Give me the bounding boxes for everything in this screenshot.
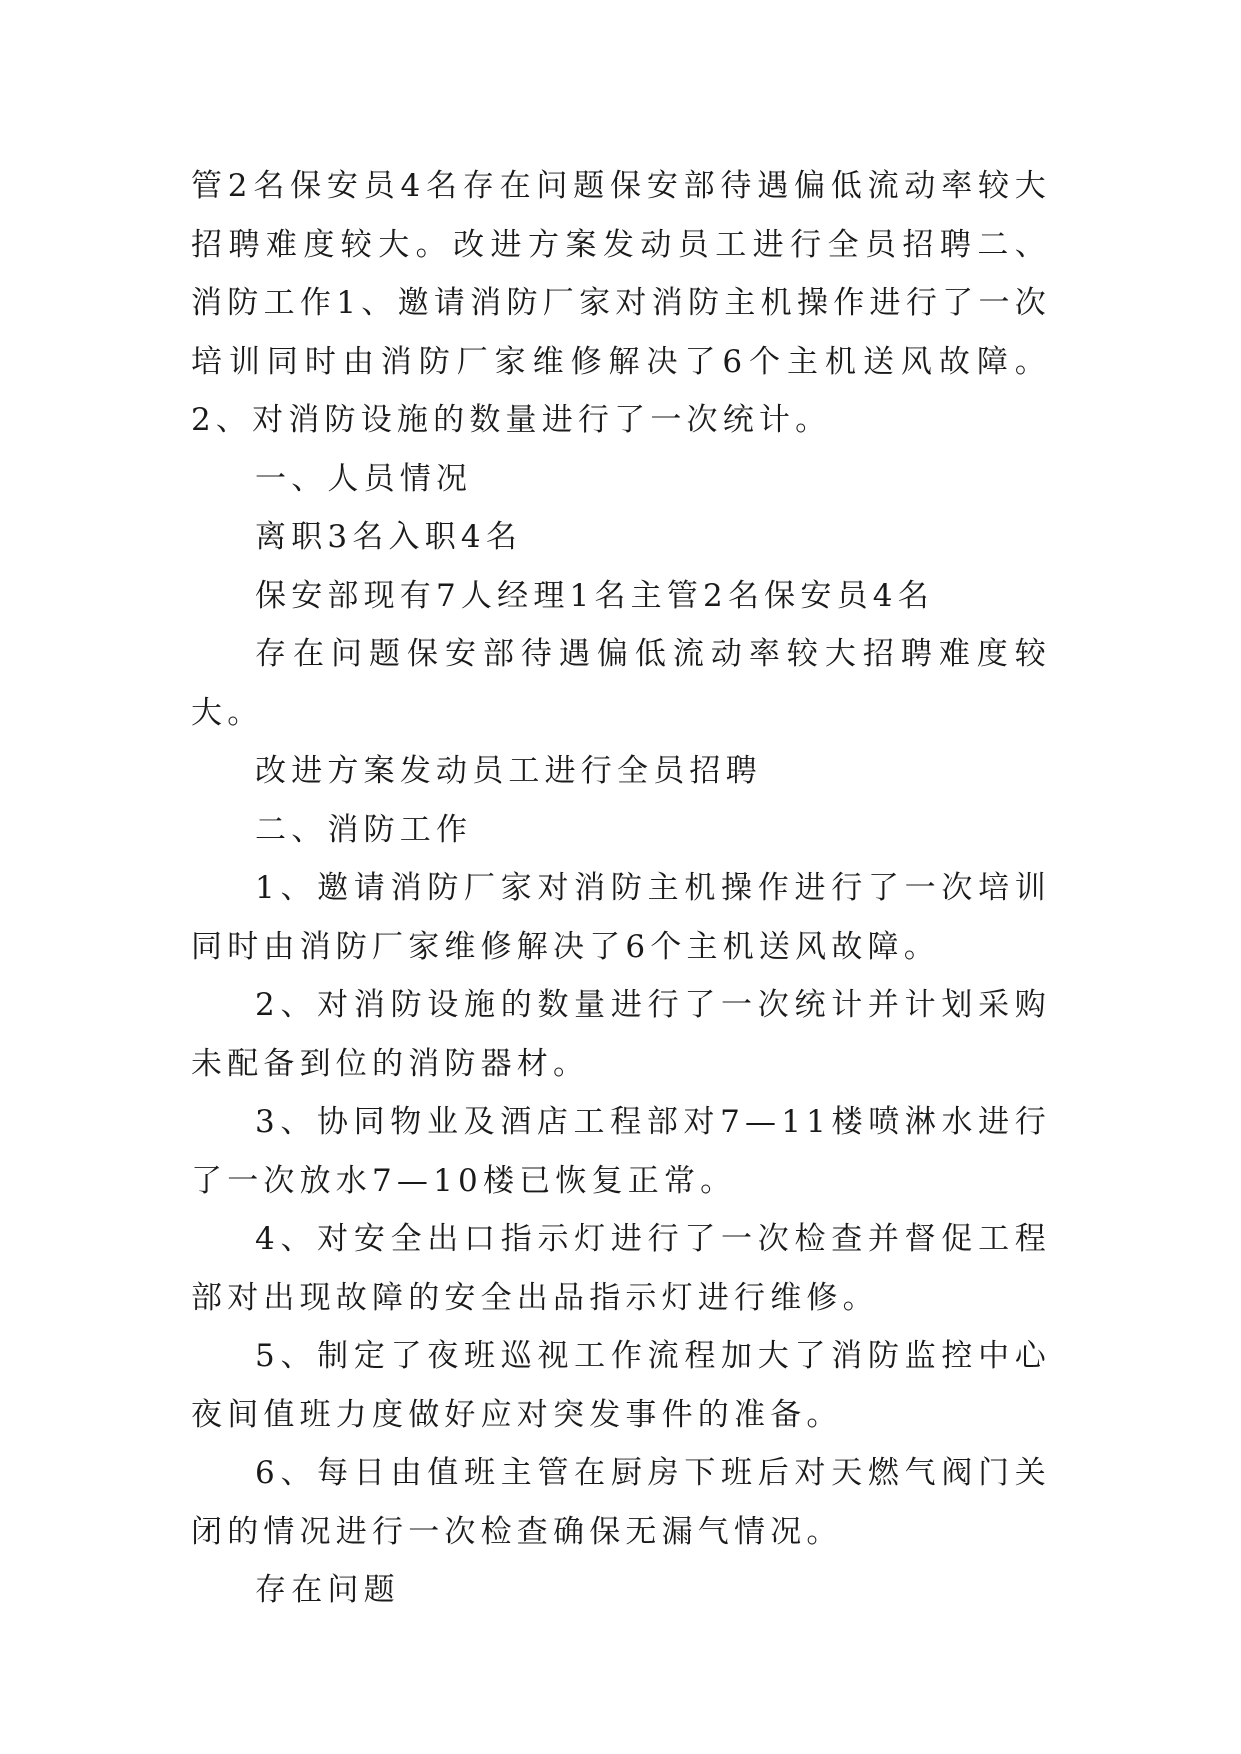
list-item-fire-2: 2、对消防设施的数量进行了一次统计并计划采购未配备到位的消防器材。	[191, 987, 1051, 1082]
paragraph-turnover: 离职3名入职4名	[255, 519, 523, 555]
heading-personnel: 一、人员情况	[255, 460, 473, 497]
paragraph-continuation: 管2名保安员4名存在问题保安部待遇偏低流动率较大招聘难度较大。改进方案发动员工进行全员招聘二、消防工作1、邀请消防厂家对消防主机操作进行了一次培训同时由消防厂家维修解决了6个主机送风故障。2、对消防设施的数量进行了一次统计。	[191, 168, 1051, 438]
list-item-fire-3: 3、协同物业及酒店工程部对7—11楼喷淋水进行了一次放水7—10楼已恢复正常。	[191, 1104, 1051, 1199]
heading-fire-work: 二、消防工作	[255, 811, 473, 848]
paragraph-problems: 存在问题保安部待遇偏低流动率较大招聘难度较大。	[191, 636, 1051, 731]
heading-existing-problems: 存在问题	[255, 1572, 400, 1608]
list-item-fire-6: 6、每日由值班主管在厨房下班后对天燃气阀门关闭的情况进行一次检查确保无漏气情况。	[191, 1455, 1051, 1550]
list-item-fire-4: 4、对安全出口指示灯进行了一次检查并督促工程部对出现故障的安全出品指示灯进行维修。	[191, 1221, 1051, 1316]
list-item-fire-5: 5、制定了夜班巡视工作流程加大了消防监控中心夜间值班力度做好应对突发事件的准备。	[191, 1338, 1051, 1433]
paragraph-improvement: 改进方案发动员工进行全员招聘	[255, 753, 762, 789]
paragraph-staffing: 保安部现有7人经理1名主管2名保安员4名	[255, 577, 934, 614]
list-item-fire-1: 1、邀请消防厂家对消防主机操作进行了一次培训同时由消防厂家维修解决了6个主机送风故障。	[191, 870, 1051, 965]
document-body	[191, 157, 1051, 1620]
